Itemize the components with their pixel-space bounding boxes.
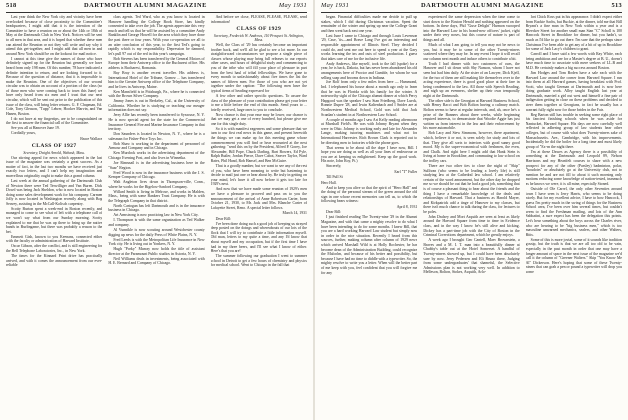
- paragraph: Now chance is that your ease may be lower, our chance is that we may get a one of every hundred, but please give me one for this single duty.: [210, 112, 307, 126]
- column: [321, 15, 417, 418]
- paragraph: Willard Smith is living in Melrose, and works in Malden, Mass., being with some Bankers Trust Company. He is with the Telegraph Company in that district.: [108, 189, 205, 203]
- column: [211, 15, 307, 418]
- paragraph: Al Vunnikle is now scouting around Westchester county digging up news for the daily Press of White Plains, N. Y.: [108, 227, 205, 237]
- signature: March 14, 1931: [282, 210, 307, 215]
- paragraph: Bay Bray is another recent traveller. His address is, International Hotel of the Tribune, Gomez ... has transferred him to the Greater Antwerp office of the Telephone Company, and he lives in Antwerp, Maine.: [108, 70, 205, 89]
- paragraph: Dear Bill:: [326, 210, 342, 215]
- paragraph: Joe Rimsnail is in the advertising business here in the "Saar" Region.: [108, 160, 205, 170]
- paragraph: Jim Hodges and Tom Boden have a sale each with the Harvard Law around the corner from Harvard Square. I run into them at all Harvard games, having breakfast with Prof. Scott, who taught German at Dartmouth and is now here doing graduate work. Alley taught English last year at Dartmouth, married a girl out west and himself a fine pair of indigestion getting in close on these problems and decided to steer them together at Georgians, in fact he usually has a warrant fully right now for those brides in the Fair.: [525, 70, 622, 112]
- paragraph: Oscar Gibson, after the conflict, and is still engineering for the Bell Telephone Laboratories, Inc., in New York.: [6, 244, 103, 254]
- magazine-title: DARTMOUTH ALUMNI MAGAZINE: [420, 2, 545, 9]
- paragraph: Emmett Gish, known to you Keenans, connected either with the faculty or administration of Harvard Institute.: [6, 234, 103, 244]
- paragraph: Dear Bill:: [215, 216, 231, 221]
- paragraph: Neil Williams deals in investments, being associated with H. E. Bernard and Company of Chicago.: [108, 256, 205, 266]
- secretary-line: Secretary, Frederick W. Andrews, 110 Prospect St. Arlington, Mass.: [213, 33, 304, 43]
- paragraph: Andy Andrews, like myself, took to the fall (spoke) for a year, he is back, Dakota, but has never been abandoned his old arrangements here of Proctor and Gamble, for whom he was selling soap and brooms down in Indiana.: [321, 61, 418, 80]
- paragraph: Sincerely,: [326, 164, 342, 169]
- paragraph: Joe Rolf from only a few miles from here — Hammond, Ind. I telephoned his house about a month ago only to learn that he was in Florida with his family for the winter. A noteworthy sight of the Chicago alumni dinner at which Percy Hapgood was the speaker I saw Stan Friedberg, Dave Lueck, Ronnie Dupee '28, and Irwin Kaltenbach and I Snider are at Northwestern Medical School, Gold was told that Jack Scanlan's student in at Northwestern Law School.: [321, 80, 418, 117]
- section-heading: CLASS OF 1929: [236, 26, 282, 33]
- signature: Brace Wallace: [80, 136, 103, 141]
- left-page: [0, 0, 313, 420]
- paragraph: Jimmy Jones is out in Berkeley, Cal., at the University of California. Whether he is studying or teaching our meager information does not say.: [108, 99, 205, 113]
- signature: Earl "T" Fuller: [394, 169, 418, 174]
- paragraph: The times for the Kinnard Print drive has practically arrived, and with it comes the announcement from our ever-reliable: [6, 254, 103, 268]
- paragraph: Walt Angleton lives down in Thompson-ville, Conn., where he works for the Bigelow-Sanford Company.: [108, 180, 205, 189]
- paragraph: Outside of Ole Carrel, the only other Seventies around town I have seen is Jerry Harris, who seems to be doing nicely. But for my excellent advice, I have to bow Hancock, I guess I'm pretty much in the swing of things for the Business School area, I've been over him several times, but couldn't seem to find the Freshman mailing, and lots of the Ann Sabbatini, a sure expect has been the delegation this points. Let's hear something about the boys across the Charles river, who are hearing to be "big business men," which is too masculine unwarned mechanics, sealers, and other Walters, Bitts.: [525, 186, 622, 237]
- paragraph: Well, the Class of '29 has certainly become an important brother back, and we'll all be glad to see a lot more. In our straightforward circumstances we propose a single piece of classes whose playing may bring full releases to our reports other cases, and hours of delightful study and commencing to you of the tribe who will fill your place of pleasure in part from the best haul of tribal fellowships. We have gone to every month to unfashionably about five times the list the names of fifteen men. For those of you who are not yet together under the caption: "The following men have the typical items of heading expressed for: [210, 42, 307, 93]
- paragraph: Last year think the New York city and vicinity have been overlooked because of close proximity to the Committee's headquarters, I might add that it is the intention of the Committee to have a reunion on or about the 14th or 18th of May at the Dartmouth Club in New York. Notices will be sent to all men in that area, and it is hoped that whether these men can attend the Reunion or not they will write and say why it attend this get-together, and I might add that all men in and around New York should be on the lookout for mail notice.: [6, 15, 103, 56]
- paragraph: Carroll and I have said a few words with Ray White, each being ambitious and are for a Master's degree at B. U., doesn't have much time to associate with mere seekers of LL.B and M.D. He certainly makes a big success around Boston.: [525, 52, 622, 70]
- paragraph: North Cartogan has left Dartmouth and is in the insurance business in Chicago.: [108, 203, 205, 213]
- paragraph: And now that we have made some reunion of 1929's men we have a pleasure to proceed and pass on to you the announcement of the arrival of Anne Robertson Carter, born October 21, 1930, to Mr. Jack and Mrs. Blanche Carter of Lafayette Street, Reno. A special letter follows.: [210, 187, 307, 210]
- paragraph: The summer following our graduation I went to summer school in Detroit to get a few hours of chemistry and physics for medical school. Went to Chicago in the fall that: [210, 254, 307, 268]
- paragraph: So it is with manifest eagerness and some pleasure that we turn to our first real news in this game, and present herewith the things we can make up for this meeting game whose commencement you will find or hear recounted at the next gathering: "send this on by the President, Alfred P. Gorey, Joe Alexander, Bill Pope, Chuck Darling, Bart Bowers, Ed Pyle, Ralph Butler, Jordan Pierce, Dave Cabot, Seaver Taylor, Ward Bates, Phil Hand, Rob Hansel, and Ben McGuire.: [210, 126, 307, 163]
- paragraph: Reg Barton still has trouble in seeking some right place of his fanciest finishing schools when he was aside for Nantucket, Harvard Square. His days are now carefully well reflected in adhering group of law students hear other colleges, but of course with what does Twenty-niners sake of Massachusetts. Ave., Cambridge, with his improvements. Incidentally he did the boiler for a long time and most likely group of "Ex-rn the night there.: [525, 112, 622, 149]
- paragraph: A couple of months ago I saw Art Kelly reading afternoons at Marshall Field's. He was with Johnny Bryant when they were in Ohio. Johnny is working early and late for Alexander Lange, making tutoring machines and what not for International Harvester. Rich Brown Clark is reported out to be directing men to factories while the phone goes.: [321, 117, 418, 145]
- header-rule: [321, 12, 622, 13]
- paragraph: A few other and rather specific questions. To assure the class of the pleasure of your contribution please get your letter to me a little before the end of this month. Send yours to ... briefly received, large ones to you to conclude.: [210, 93, 307, 112]
- paragraph: I'm at these Dawes as Agency there is a possibility of something at the Dartmouth and Leopold 89, Nelson Harrisons and my Heartfelt courses to share with a new prospect for any of the other (Parsley) badminton, polar, "boudoirs" or absolutely go at the University club, not to mention be and are not fill to about it such morning only motions reducing some knowledge of nation-tested, inasmuch as he knows we were, it is all mine, especially Stoned.: [525, 149, 622, 186]
- paragraph: class agents. Ted Ward, who as you know is located in Hanover handling the College Book Store, has kindly consented to take over the job. The agents appreciate this very much and tell us that he will be assisted by a committee Andy Ranklin and George Howell for the area which they have done the past three or four years. With your co-operation we all to an utter conclusion of this year, to the first Ted's going to rapidly which is my responsibility. Depression be damned, let's pull 97 out of the red in this year's campaign.: [108, 15, 205, 56]
- paragraph: There are two other ties to close the night of "Skip" Sullivan (who seems to be leading a lovely life) is still studying law at the Cathedral law school. I am relatively certain of the word amusement, but the other day he dropped me so we should be out that he had a good job, something that is of course a pleasant thing to hear about the friends and the thing I have a remarkable knowledge of the deals and relationships of Harvard. That a business as Harold Mayer, and Kirkpatrick add a tinge of Hanover to my classes, but there isn't much chance to talk during the class, for lectures to be poles.: [423, 163, 520, 214]
- paragraph: began. Financial difficulties made me decide to pull up stakes, which I did during Christmas vacation. Spent the remainder of the winter and spring up near the College Grant and then went back east one year.: [321, 15, 418, 33]
- paragraph: Bob Stevens has been transferred by the General Motors of Europe from their Antwerp office to the Bucharest office. His address is Bucharest, Romania.: [108, 56, 205, 70]
- paragraph: Much of what I am going to tell you may not be news to you, but it may be to some of the other Twenty-niners scattered where they may be. In any event I hope it will recall our column next month and induce others to contribute a bit.: [423, 42, 520, 61]
- paragraph: And before we close, PLEASE, PLEASE, PLEASE, send information!: [210, 15, 307, 24]
- paragraph: I. Thompson is with the same organization as Ted Walker and company.: [108, 218, 205, 227]
- paragraph: I've been done doing such a good job of keeping us strayed deep posted on the doings and whereabouts of our lots of the flock that I will try to contribute a little information myself. Old man, letters to my quite a time, and any I'd know that about myself and my occupation, but if the first time I have had in my three beers, and I'll see what I know of either. Here's that you are!: [210, 221, 307, 254]
- paragraph: Scotty Burton spent a week-end in Boston recently, and managed to come to see what of left with a telephone call of we won't say what from our Sunday morning. Scotty explained to me that he was up there to bring up the native bands in Burlingame, but there was probably a reason to the bet.: [6, 206, 103, 234]
- paragraph: Jerry Allie has recently been transferred to Syracuse, N. Y. He is now special agent for the state for the Commercial Insurance General Fire and Marine Insurance Company in that territory.: [108, 113, 205, 132]
- magazine-title: DARTMOUTH ALUMNI MAGAZINE: [83, 2, 208, 9]
- paragraph: Truth I had dinner with two customers of ours, the Hanover and I sit down with Shy Nanson, whom I have not seen but had him daily. At the sister of an Lawyer, Dick Kjell, for the two of them are still making life themselves over to the acting experience, there is good good place at their fare in being condemned to the law. All those with Speech Reading, and nigh up an evenness, shelter up their own temporally night at the Dartmouth.: [423, 61, 520, 98]
- text-columns: [321, 15, 622, 418]
- page-number: 513: [611, 2, 622, 9]
- running-head: [6, 2, 307, 12]
- paragraph: Our stirring appeal for news which appeared in the last issue of the magazine was certainly a great success. As a matter of fact, in the last two months we have received just exactly two letters, and I can't help my imagination and marvellous originality ought to make this a grand column.: [6, 155, 103, 178]
- paragraph: Ken Mansfield is in Pittsburgh, Pa., where he is connected with the Brown Silver Company.: [108, 89, 205, 99]
- paragraph: Hugh "Porky" Murray now holds the title of assistant director at the Paramount Public studios in Astoria, N. Y.: [108, 247, 205, 256]
- subheading: Hero Hall.: [321, 180, 337, 185]
- issue-date: May 1931: [278, 2, 307, 9]
- column: [6, 15, 102, 418]
- running-head: [321, 2, 622, 12]
- signature: April 8, 1931: [396, 204, 418, 209]
- paragraph: And to keep you alive so that the spirit of "Hero Hall" and the doing of the personal stream of the green around the old sign in one whose recent memories can tell us, to which the following bears witness:: [321, 185, 418, 204]
- paragraph: Last week at the annual gathering of the Dartmouth Club of Newton there were Ted Terwilliger and Van Buren. Dick Dowd was being Jack Sheldon, who is now located in Boston doing some sales development work for his company. Carmen Jolly is now located in Washington recently along with Bog Seavey, assisting in the McCall-Kolisch carpentry.: [6, 178, 103, 206]
- paragraph: Don Saunders is located in Newton, N. Y., where he is a salesman for Fisher-Price Toys Inc.: [108, 132, 205, 141]
- paragraph: Some of this is more jovial, some of it sounds like tradition gossip, but the truth is that we are all too old to be vain, especially in the past month in order that one may have a longer amount of space in the next issue of the magazine we'd call it the column of "Greener Walters." Skip "You Know Me Al" Dickerson. Here's hoping that some of these Twenty-niners that can grab a pen or pound a typewriter will drop you some: [525, 237, 622, 274]
- secretary-line: Secretary, Dwight Arnold, Wabash, Mass.: [23, 150, 85, 155]
- section-heading: CLASS OF 1927: [31, 143, 77, 150]
- column: [108, 15, 204, 418]
- issue-date: May 1931: [321, 2, 350, 9]
- text-columns: [6, 15, 307, 418]
- paragraph: Cordially yours,: [11, 131, 36, 136]
- paragraph: Till Pull Si: [326, 175, 343, 180]
- paragraph: experienced the same depression when the time come to start down to the Boston Herald and nothing appeared on the bottom. In these days, Phil "Guse Delight" Harmon swooped into the Harvard Law in his brand-new officers' jacket, right under their very noses, but this course of nature is part of things and all.: [423, 15, 520, 42]
- paragraph: Bob Lacy and Stew Simmons, however, there apartment, which, believe it or not, is seen solely for study and lots of that. They give all sorts to interiors with good sunny good mood. My is the super-economical with freshmen, the even, and Chalk. And right here I might add that Hank Stein is living at home in Brookline, and commuting to law school on the trolley cars.: [423, 131, 520, 163]
- paragraph: lori Chick Ross put in his appearance. I didn't expect either from Buckie Sachs, but Buckie, at the dinner, told me that Bill Bryant's a fine man in New York within a year and is a Bleecker Street for another small man Stan "C" Scholl is 100 Hancock Street in Brookline for dinner, but you hadn't, so much as I'd like to go out there. I'm sure that the perhaps since Christmas I've been able to get any of a bit of up in Brookline for some of Jack Lacy's children to grant.: [525, 15, 622, 52]
- paragraph: Fred Wood is now in the insurance business with the J. S. Kemper Company of Chicago.: [108, 170, 205, 180]
- paragraph: Fred Leeds is with the Metropolitan Life Insurance in New York city. He is living out in Yonkers, N. Y.: [108, 237, 205, 247]
- paragraph: John Dralsey and Mort Asquith are seen at least as likely around the Harvard Square from time to time in Evidence class, and in the way I know he's still alive and kicking. Dickey has a part-time job with the City of Boston in the Criminal Corrections department, which he greatly enjoys.: [423, 214, 520, 238]
- paragraph: I cannot at this time give the names of those who have definitely signed up for the Reunion but generally we have heard from only 198 men. Of this number, 78 have indicated a definite intention to return, and are looking forward to it. Because of the question of distance, that it is impossible to make the Reunion. One of the objectives of our second circular was to obtain an account of a portion of the class (so of those men who were coming back to town this June) we have only heard from six men and I trust that our next circular, which will be sent out prior to the publication of this issue of the class, will bring letter returns. G. F. Chapman, Ed. Cole, Tony Gleason, "Tupp" Lehrer, Hooker Marvin, and Van Hanen, Boston.: [6, 56, 103, 116]
- right-page: [315, 0, 628, 420]
- column: [423, 15, 519, 418]
- paragraph: Art Armstrong is now practicing law in New York City.: [113, 213, 199, 218]
- paragraph: That is a goodly number, but we want to see any of the rest of you, who have been meaning to write but hastening to decide to mail just one or hear about by. Be truly in getting on your mind, let's have it all now before it gets too late for 1929's next.: [210, 163, 307, 187]
- paragraph: That seems to be about all the dope I have now, Bill. I hope you are doing as well as all your lines of endeavour as you are at keeping us enlightened. Keep up the good work. His note, John Roy, Pt.): [321, 145, 418, 164]
- paragraph: See you all at Hanover June 19.: [11, 126, 60, 131]
- paragraph: Ken Murdock works in the advertising department of the Chicago Evening Post, and also lives in Winnetka.: [108, 151, 205, 160]
- page-number: 518: [6, 2, 17, 9]
- header-rule: [6, 12, 307, 13]
- paragraph: I just finished reading The Twenty-nine '29 in the Alumni Magazine, and with that came a mighty resolve to do what I have been intending to do for some months. I knew Bill, that you are a hard working Harvard Law student but simply now in order in the nice situation. Recently I heard from this sources, further, making column after column of 1929 news which arrived Marshall Wild is at Holly Rochester, he has become dean of the Administration Building, could recognize the Malcolm, and because of his better and possibility, but because I have had no time to diddle with a typewriter. So, the mighty resolve to write you a letter. When will the better part of me keep with you, feel confident that you will forgive me for any: [321, 215, 418, 275]
- column: [526, 15, 622, 418]
- paragraph: Last June I came to Chicago and through Louis Levenson '29, Case, 'tis—and Brave Lang I've got an interesting and responsible appointment of Illinois Steel. They decided I could do, and sent me out here to spend a year at the Gary works learning the ins and outs of steel production. I guess that takes care of me for the inclusive life.: [321, 33, 418, 61]
- paragraph: The other side is the Georgian at Harvard Business School, with Henry Bacci and Bob Bolton having a culinary match. Bolton seems to have at regular intervals, and, ah, once he's a prize of the Banners about three weeks, while beginning required interests, to demonstrate that Woodie Aggie has just written us from interest in the law and their enforcement by his more automobile.: [423, 98, 520, 131]
- paragraph: I do not have at my fingertips, are to be congratulated on the first to answer the financial call of the Committee.: [6, 116, 103, 126]
- paragraph: Bob Shaw is working in the department of personnel of Armour and Company and in Chicago.: [108, 141, 205, 151]
- paragraph: A week ago I brought Geo Cantell, Marv Brownstein, a Braves and a M. I. T. man into a beautifully dinner at Chubby's table out at the Hotel Somerset. A handful of Twenty-niners showed up, but I could have been absolutely sure by now. Jerry Pedersen and Eli Bruno there, Judging from some undergraduates' that shameful, the Selective Admissions plan is not working very well. In addition to Melleson, Bolton, Stokes, Asquith, Arlo-: [423, 238, 520, 275]
